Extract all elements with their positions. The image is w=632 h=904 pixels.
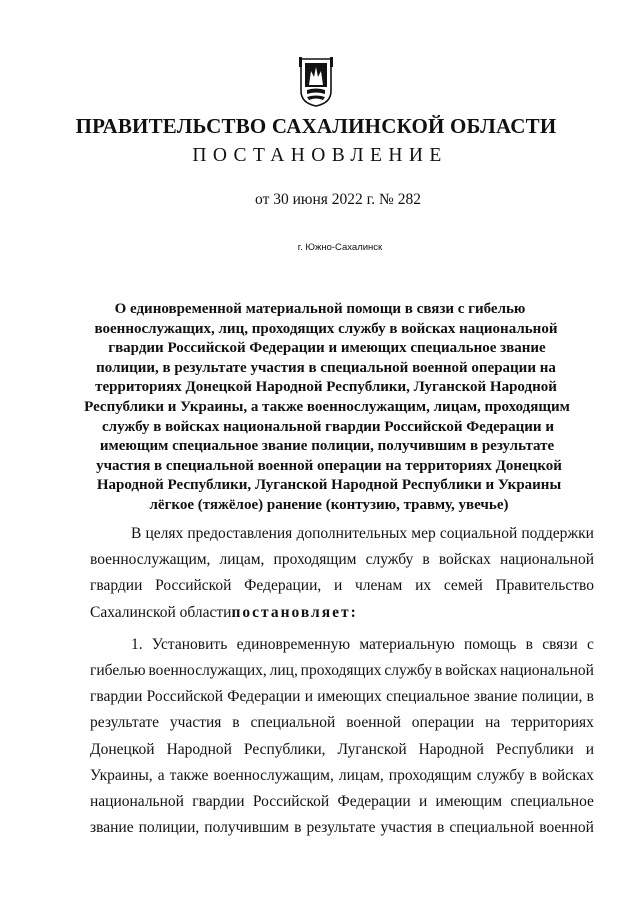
document-subject <box>0 300 632 516</box>
word: Народной <box>166 740 232 758</box>
word: в <box>294 819 302 837</box>
word: целях <box>145 525 184 542</box>
word: семей <box>443 577 483 595</box>
word: предоставления <box>187 525 293 542</box>
word: службу <box>476 766 525 784</box>
subject-line: военнослужащих, лиц, проходящих службу в войсках национальной <box>94 320 558 337</box>
word: и <box>304 688 314 706</box>
word: получившим <box>204 819 290 837</box>
word: в <box>525 635 533 653</box>
word: гвардии <box>90 577 143 595</box>
subject-line: О единовременной материальной помощи в связи с гибелью <box>114 301 526 317</box>
word: специальной <box>449 819 535 837</box>
word: службу <box>384 662 433 680</box>
word: Федерации, <box>244 577 322 595</box>
word: с <box>587 635 594 653</box>
clause-1-paragraph <box>90 632 594 842</box>
subject-line: Республики и Украины, а также военнослужащим, лицам, проходящим <box>84 398 570 415</box>
word: полиции, <box>521 688 583 706</box>
clause-line <box>90 737 594 763</box>
word: гвардии <box>90 688 143 706</box>
word: в <box>232 714 240 732</box>
word: национальной <box>500 551 594 569</box>
word: имеющих <box>317 688 382 706</box>
word: в <box>586 688 594 706</box>
preamble-line <box>90 521 594 547</box>
word: Установить <box>151 635 228 653</box>
word: материальную <box>359 635 455 653</box>
word: Федерации <box>227 688 301 706</box>
word: их <box>415 577 432 595</box>
word: военнослужащих, <box>148 662 267 680</box>
subject-line: участия в специальной военной операции на территориях Донецкой <box>96 457 562 474</box>
word: результате <box>90 714 159 732</box>
word: результате <box>306 819 376 837</box>
word: гвардии <box>192 793 245 811</box>
subject-line: полиции, в результате участия в специальной военной операции на <box>96 359 556 376</box>
word: единовременную <box>236 635 351 653</box>
word: В <box>131 525 142 542</box>
clause-line <box>90 684 594 710</box>
word: в <box>529 766 537 784</box>
subject-line: территориях Донецкой Народной Республики, Луганской Народной <box>95 379 557 396</box>
word: лицам, <box>338 766 384 784</box>
preamble-line <box>90 573 594 599</box>
preamble-line-text: Сахалинской области <box>90 603 232 621</box>
government-title: ПРАВИТЕЛЬСТВО САХАЛИНСКОЙ ОБЛАСТИ <box>75 114 557 138</box>
clause-line <box>90 710 594 736</box>
word: гибелью <box>90 662 146 680</box>
word: национальной <box>499 662 594 680</box>
word: в <box>437 819 445 837</box>
word: войсках <box>541 766 594 784</box>
word: помощь <box>463 635 517 653</box>
word: Республики, <box>243 740 326 758</box>
preamble-line <box>90 600 594 626</box>
document-body <box>90 521 594 841</box>
word: территориях <box>511 714 594 732</box>
word: дополнительных <box>296 525 408 542</box>
word: Народной <box>418 740 484 758</box>
word: национальной <box>90 793 184 811</box>
resolves-word: постановляет: <box>231 603 358 621</box>
word: Федерации <box>337 793 411 811</box>
subject-line: гвардии Российской Федерации и имеющих специальное звание <box>108 340 546 357</box>
word: войсках <box>445 662 498 680</box>
word: 1. <box>131 635 143 653</box>
word: операции <box>411 714 475 732</box>
word: социальной <box>439 525 518 542</box>
clause-line <box>90 658 594 684</box>
word: службу <box>365 551 414 569</box>
word: проходящих <box>300 662 382 680</box>
word: имеющим <box>435 793 503 811</box>
word: специальное <box>510 793 594 811</box>
word: на <box>485 714 501 732</box>
subject-line: Народной Республики, Луганской Народной Республики и Украины <box>96 477 562 494</box>
word: участия <box>380 819 433 837</box>
word: поддержки <box>521 525 594 542</box>
word: звание <box>90 819 134 837</box>
word: военной <box>346 714 401 732</box>
word: Донецкой <box>90 740 155 758</box>
subject-line: службу в войсках национальной гвардии Российской Федерации и <box>102 418 554 435</box>
word: и <box>333 577 343 595</box>
preamble-paragraph <box>90 521 594 626</box>
word: военнослужащим, <box>90 551 211 569</box>
word: лиц, <box>269 662 298 680</box>
word: проходящим <box>273 551 357 569</box>
word: военнослужащим, <box>213 766 334 784</box>
word: проходящим <box>388 766 472 784</box>
subject-line: лёгкое (тяжёлое) ранение (контузию, травму, увечье) <box>149 496 509 513</box>
word: специальной <box>250 714 336 732</box>
word: членам <box>354 577 403 595</box>
word: специальное <box>386 688 470 706</box>
clause-line <box>90 789 594 815</box>
document-date-number: от 30 июня 2022 г. № 282 <box>255 191 421 208</box>
word: связи <box>542 635 578 653</box>
word: и <box>418 793 428 811</box>
word: военной <box>539 819 594 837</box>
clause-line <box>90 815 594 841</box>
document-city: г. Южно-Сахалинск <box>297 242 383 253</box>
word: Украины, <box>90 766 153 784</box>
word: мер <box>411 525 436 542</box>
word: а <box>157 766 165 784</box>
word: в <box>434 662 443 680</box>
word: в <box>422 551 430 569</box>
coat-of-arms-icon <box>299 57 333 107</box>
word: лицам, <box>219 551 265 569</box>
word: Российской <box>146 688 224 706</box>
word: Российской <box>155 577 232 595</box>
clause-line <box>90 632 594 658</box>
word: Республики <box>495 740 574 758</box>
word: полиции, <box>138 819 200 837</box>
word: Российской <box>252 793 330 811</box>
word: Правительство <box>495 577 594 595</box>
word: войсках <box>438 551 491 569</box>
word: и <box>585 740 594 758</box>
clause-line <box>90 763 594 789</box>
word: звание <box>473 688 518 706</box>
word: участия <box>169 714 222 732</box>
subject-line: имеющим специальное звание полиции, получившим в результате <box>99 438 555 455</box>
preamble-line <box>90 547 594 573</box>
word: также <box>169 766 209 784</box>
word: Луганской <box>337 740 407 758</box>
document-type: ПОСТАНОВЛЕНИЕ <box>192 145 448 166</box>
